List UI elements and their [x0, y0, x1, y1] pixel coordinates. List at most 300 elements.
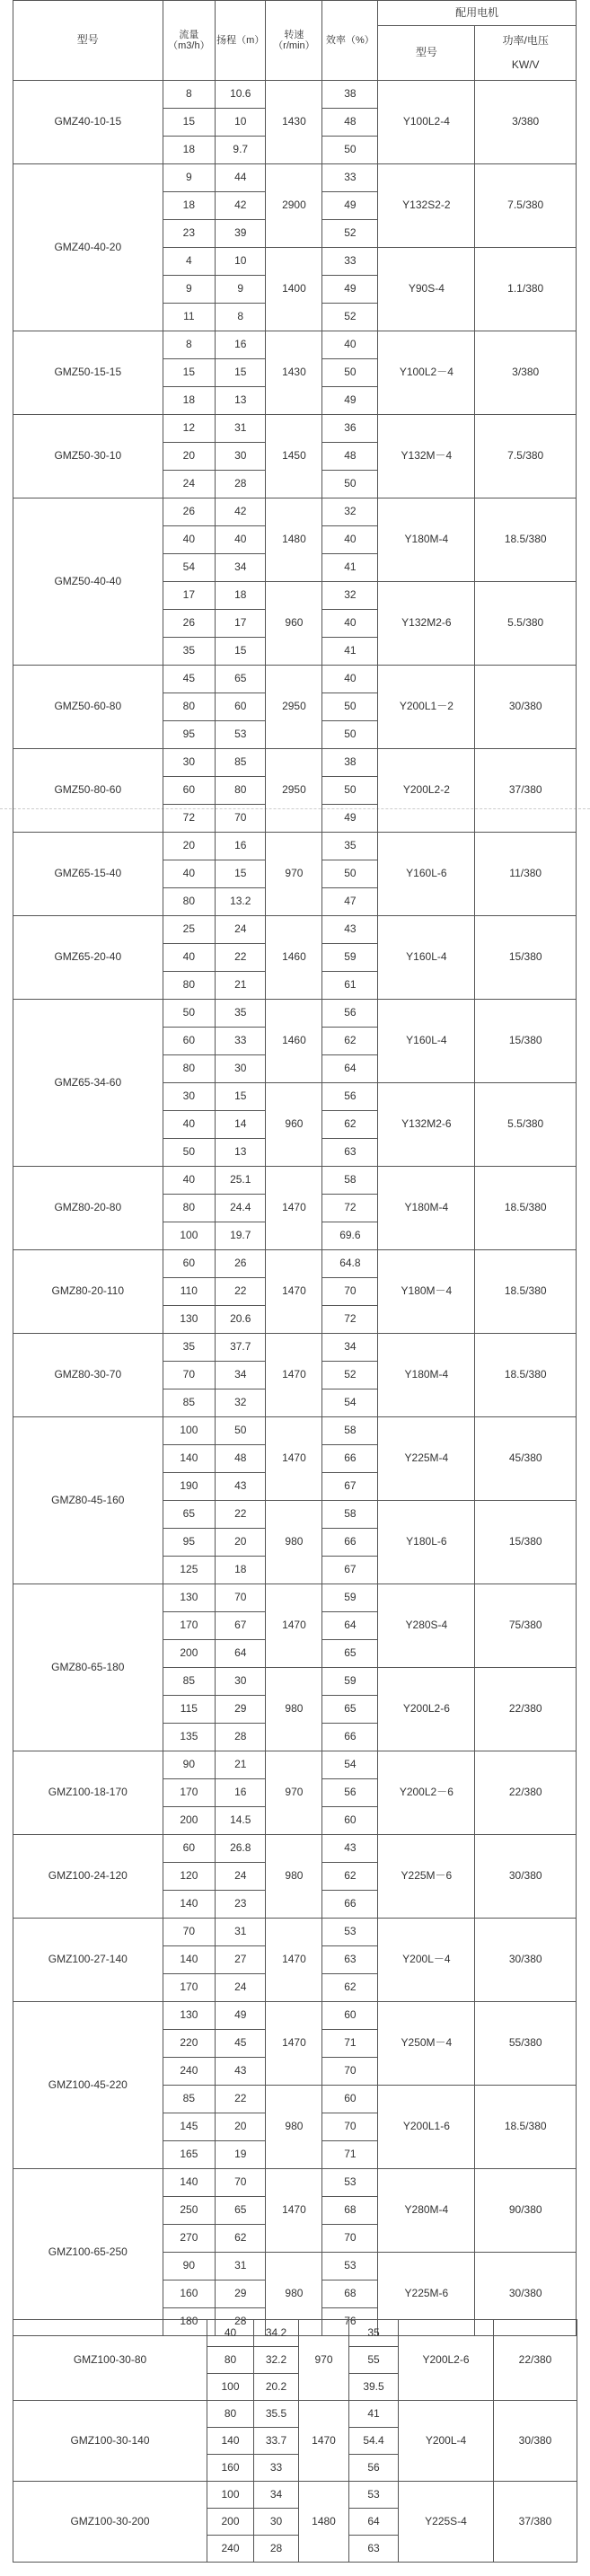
cell-head: 20: [216, 2113, 266, 2141]
cell-flow: 35: [163, 638, 216, 666]
cell-efficiency: 49: [322, 192, 378, 220]
cell-efficiency: 60: [322, 1807, 378, 1835]
cell-efficiency: 76: [322, 2308, 378, 2336]
cell-efficiency: 64: [322, 1055, 378, 1083]
cell-head: 13.2: [216, 888, 266, 916]
cell-power-voltage: 15/380: [475, 1000, 577, 1083]
cell-head: 10.6: [216, 81, 266, 109]
cell-head: 80: [216, 777, 266, 805]
cell-efficiency: 60: [322, 2086, 378, 2113]
cell-flow: 70: [163, 1919, 216, 1946]
cell-flow: 12: [163, 415, 216, 443]
cell-efficiency: 66: [322, 1445, 378, 1473]
cell-motor-model: Y225M-4: [378, 1417, 475, 1501]
cell-power-voltage: 3/380: [475, 331, 577, 415]
cell-head: 10: [216, 109, 266, 137]
cell-efficiency: 49: [322, 276, 378, 304]
cell-head: 14: [216, 1111, 266, 1139]
cell-efficiency: 71: [322, 2030, 378, 2058]
cell-flow: 250: [163, 2197, 216, 2225]
cell-head: 34.2: [254, 2320, 299, 2347]
cell-model: GMZ80-45-160: [13, 1417, 163, 1584]
cell-flow: 100: [163, 1222, 216, 1250]
cell-head: 24: [216, 916, 266, 944]
cell-efficiency: 65: [322, 1640, 378, 1668]
table-row: [13, 331, 577, 359]
header-motor: 配用电机: [378, 1, 577, 26]
cell-flow: 120: [163, 1863, 216, 1891]
cell-model: GMZ80-20-110: [13, 1250, 163, 1334]
cell-head: 53: [216, 721, 266, 749]
cell-speed: 970: [299, 2320, 349, 2401]
cell-speed: 1470: [299, 2401, 349, 2482]
cell-efficiency: 70: [322, 2225, 378, 2253]
cell-flow: 40: [163, 526, 216, 554]
cell-flow: 35: [163, 1334, 216, 1362]
cell-motor-model: Y180M-4: [378, 1334, 475, 1417]
cell-flow: 40: [163, 1111, 216, 1139]
cell-efficiency: 68: [322, 2197, 378, 2225]
cell-model: GMZ50-60-80: [13, 666, 163, 749]
cell-flow: 115: [163, 1696, 216, 1724]
cell-flow: 200: [207, 2509, 254, 2536]
cell-head: 21: [216, 1751, 266, 1779]
cell-head: 16: [216, 1779, 266, 1807]
cell-power-voltage: 18.5/380: [475, 1334, 577, 1417]
cell-flow: 80: [207, 2401, 254, 2428]
cell-flow: 130: [163, 2002, 216, 2030]
cell-model: GMZ100-30-80: [13, 2320, 207, 2401]
cell-power-voltage: 5.5/380: [475, 1083, 577, 1167]
cell-speed: 980: [266, 1668, 322, 1751]
cell-flow: 26: [163, 610, 216, 638]
cell-head: 33: [216, 1028, 266, 1055]
cell-flow: 25: [163, 916, 216, 944]
cell-head: 28: [216, 471, 266, 498]
cell-power-voltage: 7.5/380: [475, 164, 577, 248]
cell-motor-model: Y200L2-6: [399, 2320, 494, 2401]
table-row: [13, 2482, 577, 2509]
cell-efficiency: 58: [322, 1167, 378, 1195]
cell-head: 48: [216, 1445, 266, 1473]
cell-power-voltage: 55/380: [475, 2002, 577, 2086]
cell-head: 30: [216, 1668, 266, 1696]
cell-motor-model: Y200L1－2: [378, 666, 475, 749]
cell-speed: 1460: [266, 1000, 322, 1083]
header-model: 型号: [13, 1, 163, 81]
cell-head: 15: [216, 1083, 266, 1111]
cell-efficiency: 43: [322, 916, 378, 944]
cell-flow: 140: [163, 1891, 216, 1919]
cell-flow: 140: [207, 2428, 254, 2455]
cell-head: 70: [216, 2169, 266, 2197]
table-row: [13, 833, 577, 860]
cell-efficiency: 59: [322, 944, 378, 972]
cell-efficiency: 50: [322, 359, 378, 387]
header-power-voltage: [475, 26, 577, 81]
cell-power-voltage: 7.5/380: [475, 415, 577, 498]
cell-efficiency: 36: [322, 415, 378, 443]
cell-head: 17: [216, 610, 266, 638]
cell-efficiency: 35: [349, 2320, 399, 2347]
cell-power-voltage: 30/380: [475, 1835, 577, 1919]
cell-head: 30: [254, 2509, 299, 2536]
cell-head: 64: [216, 1640, 266, 1668]
cell-head: 39: [216, 220, 266, 248]
cell-model: GMZ40-40-20: [13, 164, 163, 331]
cell-model: GMZ100-65-250: [13, 2169, 163, 2336]
cell-flow: 18: [163, 137, 216, 164]
cell-head: 33: [254, 2455, 299, 2482]
cell-speed: 1480: [266, 498, 322, 582]
cell-flow: 80: [207, 2347, 254, 2374]
cell-flow: 220: [163, 2030, 216, 2058]
cell-efficiency: 70: [322, 2058, 378, 2086]
cell-efficiency: 50: [322, 137, 378, 164]
cell-flow: 18: [163, 192, 216, 220]
cell-speed: 1470: [266, 1250, 322, 1334]
cell-flow: 4: [163, 248, 216, 276]
cell-head: 85: [216, 749, 266, 777]
cell-model: GMZ80-65-180: [13, 1584, 163, 1751]
cell-efficiency: 64.8: [322, 1250, 378, 1278]
cell-model: GMZ100-27-140: [13, 1919, 163, 2002]
cell-motor-model: Y200L2-2: [378, 749, 475, 833]
cell-motor-model: Y180M-4: [378, 498, 475, 582]
cell-head: 25.1: [216, 1167, 266, 1195]
table-row: [13, 2169, 577, 2197]
cell-motor-model: Y200L2－6: [378, 1751, 475, 1835]
cell-speed: 970: [266, 1751, 322, 1835]
cell-power-voltage: 22/380: [475, 1668, 577, 1751]
cell-efficiency: 66: [322, 1724, 378, 1751]
cell-flow: 170: [163, 1974, 216, 2002]
cell-speed: 960: [266, 1083, 322, 1167]
cell-motor-model: Y200L1-6: [378, 2086, 475, 2169]
table-row: [13, 2320, 577, 2347]
cell-head: 28: [254, 2536, 299, 2563]
cell-flow: 240: [163, 2058, 216, 2086]
cell-motor-model: Y225M-6: [378, 2253, 475, 2336]
cell-power-voltage: 18.5/380: [475, 1250, 577, 1334]
cell-flow: 125: [163, 1557, 216, 1584]
cell-head: 31: [216, 415, 266, 443]
cell-speed: 970: [266, 833, 322, 916]
cell-flow: 60: [163, 1835, 216, 1863]
cell-speed: 980: [266, 2253, 322, 2336]
cell-power-voltage: 22/380: [494, 2320, 577, 2401]
cell-head: 70: [216, 805, 266, 833]
cell-power-voltage: 15/380: [475, 916, 577, 1000]
cell-flow: 11: [163, 304, 216, 331]
cell-head: 30: [216, 1055, 266, 1083]
cell-model: GMZ65-15-40: [13, 833, 163, 916]
cell-efficiency: 53: [322, 1919, 378, 1946]
cell-flow: 170: [163, 1779, 216, 1807]
cell-efficiency: 55: [349, 2347, 399, 2374]
pump-spec-table: [13, 0, 577, 2336]
cell-model: GMZ65-34-60: [13, 1000, 163, 1167]
cell-motor-model: Y100L2-4: [378, 81, 475, 164]
cell-head: 32.2: [254, 2347, 299, 2374]
cell-flow: 40: [163, 944, 216, 972]
cell-flow: 50: [163, 1000, 216, 1028]
cell-head: 26.8: [216, 1835, 266, 1863]
cell-power-voltage: 5.5/380: [475, 582, 577, 666]
cell-head: 43: [216, 2058, 266, 2086]
cell-model: GMZ100-30-140: [13, 2401, 207, 2482]
cell-head: 65: [216, 2197, 266, 2225]
cell-head: 34: [216, 1362, 266, 1389]
cell-flow: 90: [163, 1751, 216, 1779]
table-row: [13, 1919, 577, 1946]
cell-head: 24: [216, 1863, 266, 1891]
cell-motor-model: Y200L－4: [378, 1919, 475, 2002]
cell-head: 45: [216, 2030, 266, 2058]
cell-efficiency: 35: [322, 833, 378, 860]
cell-efficiency: 67: [322, 1473, 378, 1501]
cell-flow: 240: [207, 2536, 254, 2563]
cell-efficiency: 62: [322, 1111, 378, 1139]
cell-head: 42: [216, 498, 266, 526]
cell-efficiency: 49: [322, 805, 378, 833]
cell-flow: 8: [163, 81, 216, 109]
cell-flow: 85: [163, 2086, 216, 2113]
cell-efficiency: 69.6: [322, 1222, 378, 1250]
cell-head: 19: [216, 2141, 266, 2169]
cell-motor-model: Y132M2-6: [378, 582, 475, 666]
cell-flow: 160: [163, 2280, 216, 2308]
cell-efficiency: 50: [322, 860, 378, 888]
cell-efficiency: 59: [322, 1584, 378, 1612]
cell-efficiency: 48: [322, 443, 378, 471]
cell-head: 18: [216, 582, 266, 610]
cell-efficiency: 56: [322, 1000, 378, 1028]
cell-flow: 95: [163, 721, 216, 749]
cell-flow: 80: [163, 1055, 216, 1083]
cell-efficiency: 58: [322, 1501, 378, 1529]
cell-speed: 1470: [266, 1584, 322, 1668]
cell-motor-model: Y180M-4: [378, 1167, 475, 1250]
cell-head: 29: [216, 2280, 266, 2308]
cell-motor-model: Y180L-6: [378, 1501, 475, 1584]
cell-efficiency: 63: [322, 1946, 378, 1974]
cell-efficiency: 70: [322, 2113, 378, 2141]
cell-flow: 180: [163, 2308, 216, 2336]
cell-head: 27: [216, 1946, 266, 1974]
cell-efficiency: 59: [322, 1668, 378, 1696]
table-row: [13, 749, 577, 777]
header-power-label: 功率/电压: [502, 34, 549, 48]
cell-flow: 40: [207, 2320, 254, 2347]
cell-head: 37.7: [216, 1334, 266, 1362]
cell-head: 43: [216, 1473, 266, 1501]
cell-efficiency: 48: [322, 109, 378, 137]
cell-motor-model: Y132M2-6: [378, 1083, 475, 1167]
cell-flow: 160: [207, 2455, 254, 2482]
cell-head: 24.4: [216, 1195, 266, 1222]
cell-efficiency: 40: [322, 526, 378, 554]
table-row: [13, 81, 577, 109]
cell-head: 28: [216, 1724, 266, 1751]
cell-head: 24: [216, 1974, 266, 2002]
cell-flow: 60: [163, 1028, 216, 1055]
cell-flow: 80: [163, 888, 216, 916]
cell-efficiency: 33: [322, 248, 378, 276]
cell-efficiency: 49: [322, 387, 378, 415]
cell-head: 14.5: [216, 1807, 266, 1835]
cell-efficiency: 50: [322, 693, 378, 721]
cell-efficiency: 53: [322, 2169, 378, 2197]
cell-head: 20.2: [254, 2374, 299, 2401]
cell-motor-model: Y200L-4: [399, 2401, 494, 2482]
cell-model: GMZ80-20-80: [13, 1167, 163, 1250]
cell-motor-model: Y200L2-6: [378, 1668, 475, 1751]
cell-efficiency: 32: [322, 498, 378, 526]
cell-flow: 200: [163, 1640, 216, 1668]
cell-motor-model: Y100L2－4: [378, 331, 475, 415]
cell-flow: 85: [163, 1668, 216, 1696]
cell-flow: 26: [163, 498, 216, 526]
cell-efficiency: 34: [322, 1334, 378, 1362]
cell-efficiency: 58: [322, 1417, 378, 1445]
cell-head: 20: [216, 1529, 266, 1557]
cell-head: 15: [216, 638, 266, 666]
cell-flow: 130: [163, 1306, 216, 1334]
cell-efficiency: 72: [322, 1195, 378, 1222]
cell-power-voltage: 30/380: [475, 666, 577, 749]
table-row: [13, 666, 577, 693]
cell-motor-model: Y225M－6: [378, 1835, 475, 1919]
cell-flow: 100: [207, 2374, 254, 2401]
cell-flow: 100: [207, 2482, 254, 2509]
cell-speed: 960: [266, 582, 322, 666]
cell-motor-model: Y225S-4: [399, 2482, 494, 2563]
cell-efficiency: 71: [322, 2141, 378, 2169]
cell-efficiency: 53: [322, 2253, 378, 2280]
cell-flow: 40: [163, 860, 216, 888]
cell-speed: 980: [266, 1501, 322, 1584]
cell-head: 9.7: [216, 137, 266, 164]
cell-head: 8: [216, 304, 266, 331]
cell-flow: 90: [163, 2253, 216, 2280]
pump-spec-table-continued: [13, 2319, 577, 2563]
cell-efficiency: 53: [349, 2482, 399, 2509]
cell-flow: 190: [163, 1473, 216, 1501]
cell-flow: 15: [163, 109, 216, 137]
cell-efficiency: 64: [349, 2509, 399, 2536]
cell-motor-model: Y280M-4: [378, 2169, 475, 2253]
table-row: [13, 916, 577, 944]
header-speed: 转速（r/min）: [266, 1, 322, 81]
cell-flow: 20: [163, 443, 216, 471]
cell-efficiency: 63: [349, 2536, 399, 2563]
cell-efficiency: 70: [322, 1278, 378, 1306]
cell-flow: 60: [163, 1250, 216, 1278]
cell-model: GMZ100-45-220: [13, 2002, 163, 2169]
cell-power-voltage: 15/380: [475, 1501, 577, 1584]
table-row: [13, 1334, 577, 1362]
table-row: [13, 1167, 577, 1195]
cell-model: GMZ100-30-200: [13, 2482, 207, 2563]
cell-flow: 140: [163, 1946, 216, 1974]
cell-flow: 130: [163, 1584, 216, 1612]
cell-motor-model: Y180M－4: [378, 1250, 475, 1334]
cell-head: 22: [216, 1501, 266, 1529]
cell-head: 42: [216, 192, 266, 220]
cell-head: 50: [216, 1417, 266, 1445]
cell-efficiency: 32: [322, 582, 378, 610]
table-row: [13, 1584, 577, 1612]
table-row: [13, 1751, 577, 1779]
cell-power-voltage: 90/380: [475, 2169, 577, 2253]
cell-efficiency: 41: [349, 2401, 399, 2428]
cell-flow: 30: [163, 1083, 216, 1111]
cell-speed: 2950: [266, 749, 322, 833]
cell-motor-model: Y132S2-2: [378, 164, 475, 248]
cell-head: 30: [216, 443, 266, 471]
cell-head: 70: [216, 1584, 266, 1612]
cell-flow: 140: [163, 1445, 216, 1473]
cell-head: 67: [216, 1612, 266, 1640]
cell-speed: 1400: [266, 248, 322, 331]
table-row: [13, 498, 577, 526]
table-row: [13, 1417, 577, 1445]
cell-flow: 23: [163, 220, 216, 248]
header-efficiency: 效率（%）: [322, 1, 378, 81]
cell-flow: 85: [163, 1389, 216, 1417]
cell-head: 49: [216, 2002, 266, 2030]
header-motor-model: 型号: [378, 26, 475, 81]
cell-flow: 8: [163, 331, 216, 359]
cell-efficiency: 66: [322, 1891, 378, 1919]
cell-head: 28: [216, 2308, 266, 2336]
cell-efficiency: 50: [322, 471, 378, 498]
cell-flow: 80: [163, 693, 216, 721]
cell-speed: 980: [266, 1835, 322, 1919]
cell-power-voltage: 3/380: [475, 81, 577, 164]
cell-efficiency: 38: [322, 81, 378, 109]
cell-efficiency: 72: [322, 1306, 378, 1334]
cell-flow: 70: [163, 1362, 216, 1389]
header-head: 扬程（m）: [216, 1, 266, 81]
cell-efficiency: 62: [322, 1863, 378, 1891]
cell-motor-model: Y90S-4: [378, 248, 475, 331]
cell-efficiency: 47: [322, 888, 378, 916]
cell-head: 16: [216, 833, 266, 860]
cell-power-voltage: 11/380: [475, 833, 577, 916]
cell-flow: 170: [163, 1612, 216, 1640]
cell-efficiency: 50: [322, 777, 378, 805]
cell-model: GMZ80-30-70: [13, 1334, 163, 1417]
cell-efficiency: 52: [322, 304, 378, 331]
cell-flow: 140: [163, 2169, 216, 2197]
cell-flow: 45: [163, 666, 216, 693]
cell-flow: 95: [163, 1529, 216, 1557]
cell-flow: 145: [163, 2113, 216, 2141]
cell-power-voltage: 30/380: [494, 2401, 577, 2482]
header-power-unit: KW/V: [511, 57, 540, 71]
cell-head: 18: [216, 1557, 266, 1584]
cell-flow: 54: [163, 554, 216, 582]
cell-head: 31: [216, 1919, 266, 1946]
cell-motor-model: Y250M－4: [378, 2002, 475, 2086]
cell-speed: 980: [266, 2086, 322, 2169]
cell-head: 35: [216, 1000, 266, 1028]
cell-head: 40: [216, 526, 266, 554]
cell-model: GMZ65-20-40: [13, 916, 163, 1000]
cell-speed: 1430: [266, 81, 322, 164]
